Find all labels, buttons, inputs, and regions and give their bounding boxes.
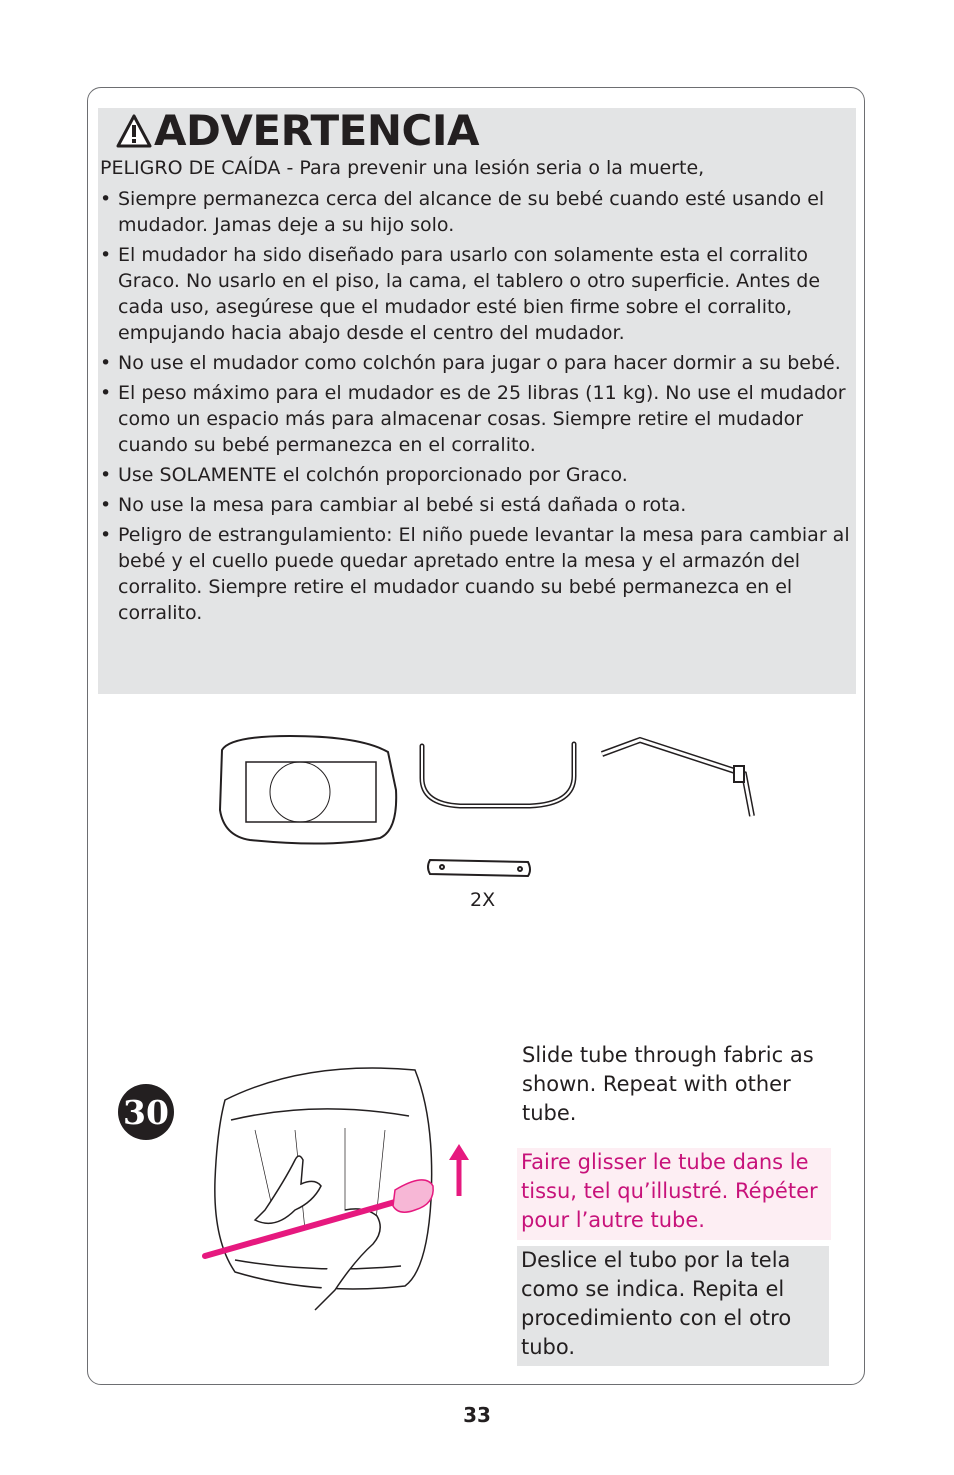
warning-triangle-icon — [116, 114, 152, 148]
changing-table-fabric-part — [220, 736, 396, 844]
warning-item: • No use el mudador como colchón para jugar o para hacer dormir a su bebé. — [100, 350, 852, 376]
warning-intro: PELIGRO DE CAÍDA - Para prevenir una lesión seria o la muerte, — [100, 157, 705, 179]
fabric-cover — [215, 1068, 432, 1289]
up-arrow-icon — [449, 1144, 469, 1196]
warning-item: • Siempre permanezca cerca del alcance de su bebé cuando esté usando el mudador. Jamas deje a su hijo solo. — [100, 186, 852, 238]
instruction-french: Faire glisser le tube dans le tissu, tel qu’illustré. Répéter pour l’autre tube. — [517, 1148, 831, 1240]
instruction-english: Slide tube through fabric as shown. Repeat with other tube. — [522, 1043, 814, 1125]
warning-item: • Peligro de estrangulamiento: El niño puede levantar la mesa para cambiar al bebé y el cuello puede quedar apretado entre la mesa y el armazón del corralito. Siempre retire el mudador cuando su bebé permanezca en el corralito. — [100, 522, 852, 626]
warning-item: • El peso máximo para el mudador es de 25 libras (11 kg). No use el mudador como un espacio más para almacenar cosas. Siempre retire el mudador cuando su bebé permanezca en el corralito. — [100, 380, 852, 458]
instruction-spanish: Deslice el tubo por la tela como se indica. Repita el procedimiento con el otro tubo. — [517, 1246, 829, 1366]
support-bar-part — [602, 740, 752, 816]
warning-item: • Use SOLAMENTE el colchón proporcionado por Graco. — [100, 462, 852, 488]
step-illustration — [195, 1060, 485, 1320]
warning-heading — [116, 106, 479, 155]
warning-list — [100, 186, 852, 630]
warning-title: ADVERTENCIA — [154, 106, 479, 155]
warning-item: • No use la mesa para cambiar al bebé si está dañada o rota. — [100, 492, 852, 518]
page-number: 33 — [463, 1403, 491, 1427]
quantity-label: 2X — [470, 889, 496, 911]
step-number-badge: 30 — [118, 1084, 174, 1140]
warning-item: • El mudador ha sido diseñado para usarlo con solamente esta el corralito Graco. No usarlo en el piso, la cama, el tablero o otro superficie. Antes de cada uso, asegúrese que el mudador esté bien firme sobre el corralito, empujando hacia abajo desde el centro del mudador. — [100, 242, 852, 346]
connector-tube-part — [428, 860, 530, 876]
u-frame-part — [422, 744, 574, 806]
